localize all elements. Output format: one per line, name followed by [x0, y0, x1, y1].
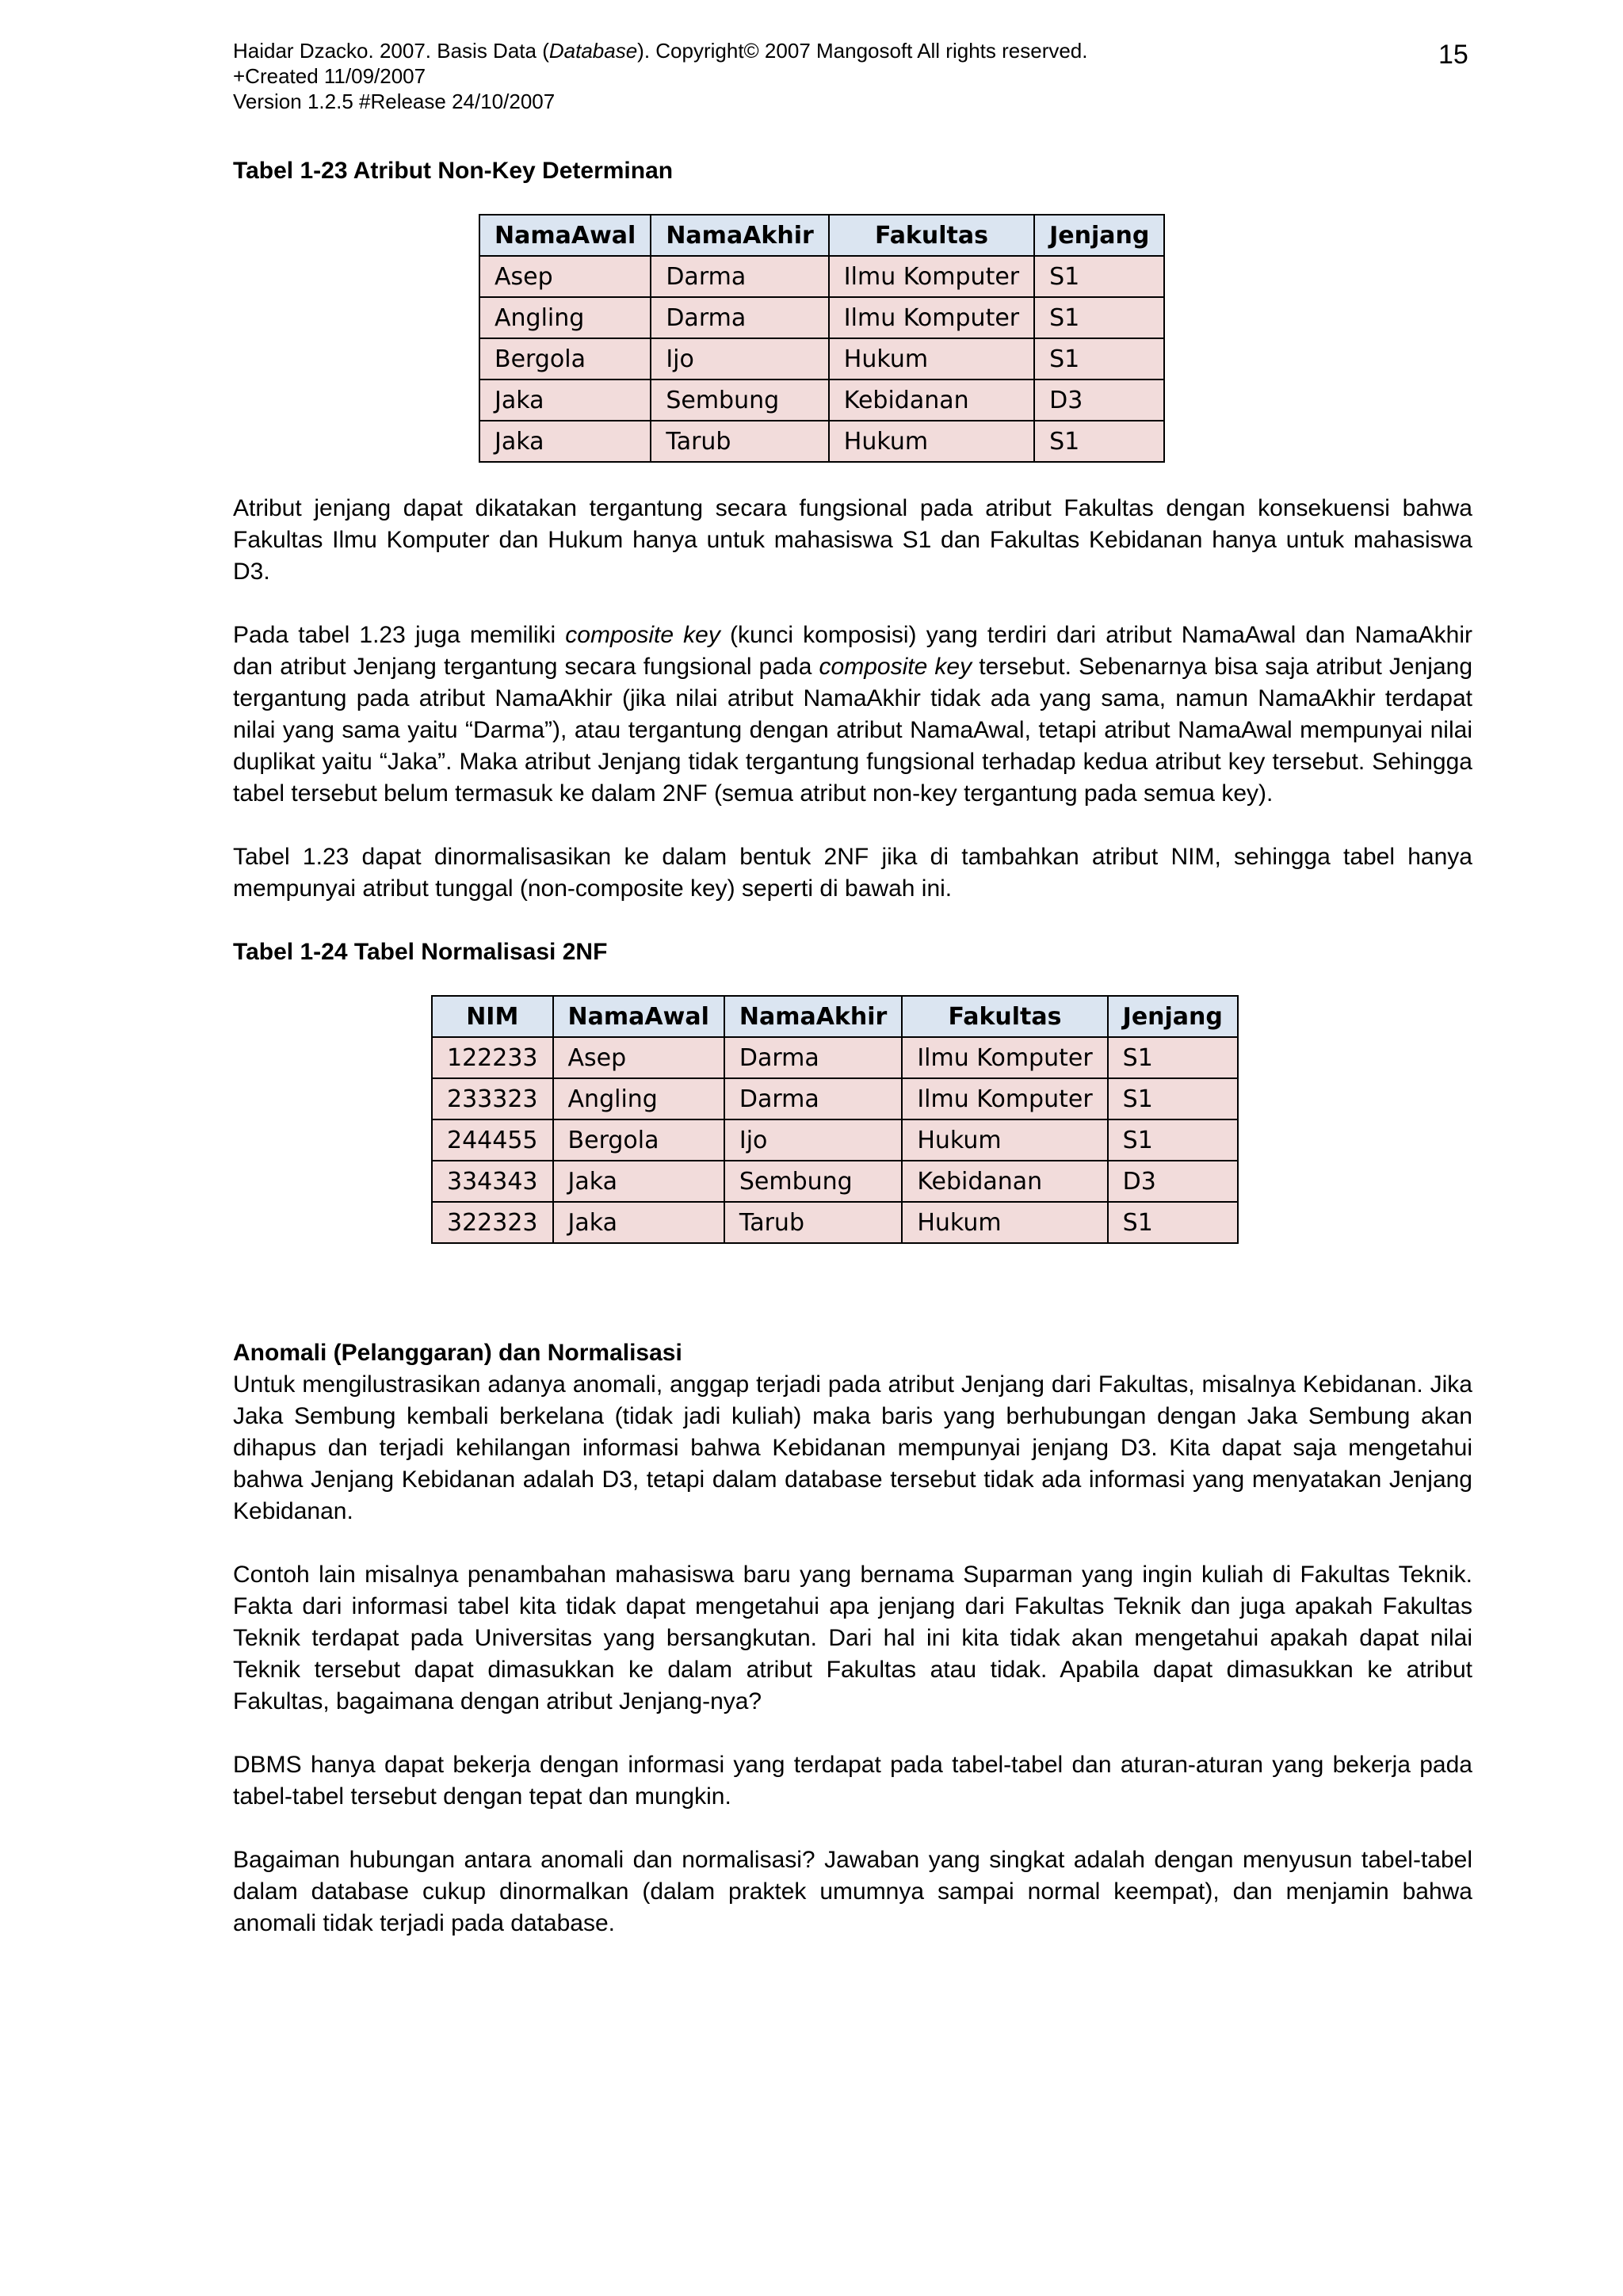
paragraph-dbms: DBMS hanya dapat bekerja dengan informasi yang terdapat pada tabel-tabel dan aturan-aturan yang bekerja pada tabel-tabel tersebut dengan tepat dan mungkin. — [233, 1752, 1472, 1810]
column-header: NamaAwal — [479, 215, 651, 256]
table-cell: 322323 — [432, 1202, 553, 1243]
table2-wrapper — [431, 995, 1472, 1244]
table-cell: Ijo — [651, 338, 828, 379]
composite-key-term-1: composite key — [565, 622, 720, 648]
page-number: 15 — [1438, 40, 1468, 70]
table-cell: Jaka — [479, 379, 651, 421]
table-cell: Angling — [553, 1078, 724, 1119]
table-cell: S1 — [1034, 256, 1164, 297]
table-cell: D3 — [1034, 379, 1164, 421]
table-cell: Ilmu Komputer — [829, 297, 1034, 338]
table-cell: Jaka — [479, 421, 651, 462]
table-cell: Ilmu Komputer — [902, 1078, 1107, 1119]
column-header: NamaAkhir — [651, 215, 828, 256]
table-cell: Sembung — [724, 1161, 902, 1202]
table-cell: 334343 — [432, 1161, 553, 1202]
table-cell: S1 — [1034, 421, 1164, 462]
table-cell: Bergola — [479, 338, 651, 379]
table-cell: Tarub — [724, 1202, 902, 1243]
table-cell: Darma — [724, 1078, 902, 1119]
table-row — [432, 1161, 1238, 1202]
paragraph-jenjang-dependency: Atribut jenjang dapat dikatakan tergantung secara fungsional pada atribut Fakultas dengan konsekuensi bahwa Fakultas Ilmu Komputer dan Hukum hanya untuk mahasiswa S1 dan Fakultas Kebidanan hanya untuk mahasiswa D3. — [233, 495, 1472, 585]
table-row — [432, 1119, 1238, 1161]
table1-wrapper — [479, 214, 1472, 463]
table-cell: Ijo — [724, 1119, 902, 1161]
table-cell: 244455 — [432, 1119, 553, 1161]
table-header-row — [479, 215, 1164, 256]
table-cell: S1 — [1108, 1119, 1238, 1161]
paragraph-composite-key-part2: (kunci komposisi) yang terdiri dari atribut NamaAwal dan NamaAkhir dan atribut Jenjang tergantung secara fungsional pada — [233, 622, 1472, 680]
table-cell: Kebidanan — [829, 379, 1034, 421]
table-cell: Darma — [651, 297, 828, 338]
column-header: NamaAwal — [553, 996, 724, 1037]
column-header: Fakultas — [902, 996, 1107, 1037]
table-cell: Kebidanan — [902, 1161, 1107, 1202]
column-header: Jenjang — [1034, 215, 1164, 256]
table-cell: Jaka — [553, 1161, 724, 1202]
table-row — [479, 297, 1164, 338]
table-row — [432, 1078, 1238, 1119]
table-cell: Darma — [651, 256, 828, 297]
table-cell: Hukum — [902, 1119, 1107, 1161]
table-cell: Hukum — [829, 421, 1034, 462]
table-row — [479, 256, 1164, 297]
table-row — [479, 379, 1164, 421]
table-cell: Angling — [479, 297, 651, 338]
table1-caption: Tabel 1-23 Atribut Non-Key Determinan — [233, 158, 674, 184]
table-cell: Jaka — [553, 1202, 724, 1243]
paragraph-2nf-normalization: Tabel 1.23 dapat dinormalisasikan ke dalam bentuk 2NF jika di tambahkan atribut NIM, sehingga tabel hanya mempunyai atribut tunggal (non-composite key) seperti di bawah ini. — [233, 844, 1472, 902]
header-citation-start: Haidar Dzacko. 2007. Basis Data ( — [233, 39, 549, 63]
table2-caption: Tabel 1-24 Tabel Normalisasi 2NF — [233, 939, 608, 965]
table-cell: 233323 — [432, 1078, 553, 1119]
table-cell: Asep — [479, 256, 651, 297]
column-header: NamaAkhir — [724, 996, 902, 1037]
table-cell: Asep — [553, 1037, 724, 1078]
table-row — [479, 421, 1164, 462]
column-header: Fakultas — [829, 215, 1034, 256]
paragraph-anomali-example: Untuk mengilustrasikan adanya anomali, anggap terjadi pada atribut Jenjang dari Fakultas, misalnya Kebidanan. Jika Jaka Sembung kembali berkelana (tidak jadi kuliah) maka baris yang berhubungan dengan Jaka Sembung akan dihapus dan terjadi kehilangan informasi bahwa Kebidanan mempunyai jenjang D3. Kita dapat saja mengetahui bahwa Jenjang Kebidanan adalah D3, tetapi dalam database tersebut tidak ada informasi yang menyatakan Jenjang Kebidanan. — [233, 1371, 1472, 1524]
table1-atribut-non-key — [479, 214, 1165, 463]
paragraph-anomali-normalisasi: Bagaiman hubungan antara anomali dan normalisasi? Jawaban yang singkat adalah dengan menyusun tabel-tabel dalam database cukup dinormalkan (dalam praktek umumnya sampai normal keempat), dan menjamin bahwa anomali tidak terjadi pada database. — [233, 1847, 1472, 1936]
table-cell: Hukum — [829, 338, 1034, 379]
paragraph-suparman-example: Contoh lain misalnya penambahan mahasiswa baru yang bernama Suparman yang ingin kuliah di Fakultas Teknik. Fakta dari informasi tabel kita tidak dapat mengetahui apa jenjang dari Fakultas Teknik dan juga apakah Fakultas Teknik terdapat pada Universitas yang bersangkutan. Dari hal ini kita tidak akan mengetahui apakah dapat nilai Teknik tersebut dapat dimasukkan ke dalam atribut Fakultas atau tidak. Apabila dapat dimasukkan ke atribut Fakultas, bagaimana dengan atribut Jenjang-nya? — [233, 1562, 1472, 1714]
header-citation-italic: Database — [548, 39, 638, 63]
table-cell: S1 — [1034, 338, 1164, 379]
header-citation-end: ). Copyright© 2007 Mangosoft All rights reserved. — [637, 39, 1088, 63]
table-cell: S1 — [1108, 1037, 1238, 1078]
column-header: Jenjang — [1108, 996, 1238, 1037]
header-version: Version 1.2.5 #Release 24/10/2007 — [233, 90, 556, 113]
table-header-row — [432, 996, 1238, 1037]
table-cell: Ilmu Komputer — [902, 1037, 1107, 1078]
column-header: NIM — [432, 996, 553, 1037]
table-cell: Darma — [724, 1037, 902, 1078]
table2-normalisasi-2nf — [431, 995, 1239, 1244]
table-cell: Sembung — [651, 379, 828, 421]
table-row — [432, 1202, 1238, 1243]
page-header — [233, 38, 1501, 114]
table-cell: S1 — [1108, 1078, 1238, 1119]
table-cell: 122233 — [432, 1037, 553, 1078]
composite-key-term-2: composite key — [819, 654, 972, 680]
table-row — [432, 1037, 1238, 1078]
document-body — [233, 155, 1472, 1939]
table-cell: Ilmu Komputer — [829, 256, 1034, 297]
paragraph-composite-key — [233, 620, 1472, 810]
header-created: +Created 11/09/2007 — [233, 64, 426, 88]
table-cell: S1 — [1034, 297, 1164, 338]
table-cell: S1 — [1108, 1202, 1238, 1243]
table-cell: Bergola — [553, 1119, 724, 1161]
table-row — [479, 338, 1164, 379]
table-cell: Tarub — [651, 421, 828, 462]
header-citation — [233, 38, 1501, 63]
section-heading-anomali: Anomali (Pelanggaran) dan Normalisasi — [233, 1340, 682, 1366]
table-cell: Hukum — [902, 1202, 1107, 1243]
table-cell: D3 — [1108, 1161, 1238, 1202]
paragraph-composite-key-part1: Pada tabel 1.23 juga memiliki — [233, 622, 566, 648]
paragraph-composite-key-part3: tersebut. Sebenarnya bisa saja atribut Jenjang tergantung pada atribut NamaAkhir (jika nilai atribut NamaAkhir tidak ada yang sama, namun NamaAkhir terdapat nilai yang sama yaitu “Darma”), atau tergantung dengan atribut NamaAwal, tetapi atribut NamaAwal mempunyai nilai duplikat yaitu “Jaka”. Maka atribut Jenjang tidak tergantung fungsional terhadap kedua atribut key tersebut. Sehingga tabel tersebut belum termasuk ke dalam 2NF (semua atribut non-key tergantung pada semua key). — [233, 654, 1473, 807]
